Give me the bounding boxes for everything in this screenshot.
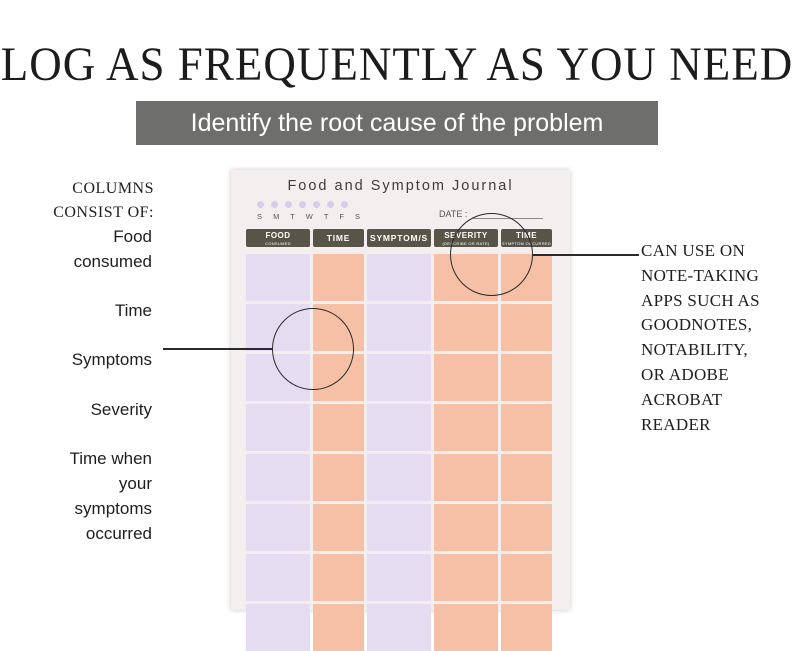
journal-title: Food and Symptom Journal bbox=[287, 178, 514, 194]
column-item-line: symptoms bbox=[74, 499, 152, 518]
grid-cell bbox=[501, 454, 552, 501]
headline: LOG AS FREQUENTLY AS YOU NEED bbox=[0, 37, 794, 91]
grid-cell bbox=[434, 404, 498, 451]
note-line: READER bbox=[641, 414, 711, 434]
grid-cell bbox=[313, 254, 364, 301]
header-sublabel: (DESCRIBE OR RATE) bbox=[442, 241, 490, 246]
weekday-letters: S M T W T F S bbox=[257, 212, 365, 221]
header-label: FOOD bbox=[265, 231, 291, 240]
header-food bbox=[246, 229, 310, 247]
column-item-line: consumed bbox=[73, 252, 152, 271]
grid-cell bbox=[313, 504, 364, 551]
grid-cell bbox=[367, 554, 431, 601]
header-label: TIME bbox=[515, 231, 538, 240]
day-dot bbox=[285, 201, 292, 208]
column-item-line: Food bbox=[113, 227, 152, 246]
header-label: TIME bbox=[326, 233, 351, 243]
subtitle-banner: Identify the root cause of the problem bbox=[136, 101, 658, 145]
grid-cell bbox=[434, 304, 498, 351]
note-line: NOTE-TAKING bbox=[641, 265, 760, 285]
grid-cell bbox=[501, 404, 552, 451]
column-item-line: your bbox=[118, 474, 152, 493]
grid-cell bbox=[367, 304, 431, 351]
grid-cell bbox=[367, 404, 431, 451]
header-sublabel: SYMPTOM OCCURRED bbox=[501, 241, 552, 246]
columns-caption-line: CONSIST OF: bbox=[53, 204, 154, 221]
grid-cell bbox=[434, 554, 498, 601]
grid-cell bbox=[501, 304, 552, 351]
day-dot bbox=[313, 201, 320, 208]
note-line: OR ADOBE bbox=[641, 364, 729, 384]
grid-cell bbox=[434, 354, 498, 401]
column-item-symptoms bbox=[20, 347, 152, 372]
date-label: DATE : bbox=[439, 209, 468, 219]
highlight-circle-left bbox=[272, 308, 354, 390]
column-item-line: Severity bbox=[90, 400, 152, 419]
column-item-line: Time when bbox=[69, 449, 152, 468]
grid-cell bbox=[367, 504, 431, 551]
note-line: GOODNOTES, bbox=[641, 315, 753, 335]
grid-cell bbox=[246, 504, 310, 551]
grid-cell bbox=[246, 604, 310, 651]
grid-cell bbox=[434, 454, 498, 501]
note-line: APPS SUCH AS bbox=[641, 290, 760, 310]
column-item-line: Time bbox=[114, 301, 152, 320]
note-line: NOTABILITY, bbox=[641, 340, 748, 360]
header-sublabel: CONSUMED bbox=[265, 241, 291, 246]
day-dot bbox=[341, 201, 348, 208]
day-dot bbox=[271, 201, 278, 208]
grid-cell bbox=[367, 254, 431, 301]
column-item-food bbox=[20, 224, 152, 274]
grid-cell bbox=[501, 554, 552, 601]
grid-cell bbox=[313, 454, 364, 501]
grid-cell bbox=[367, 604, 431, 651]
grid-cell bbox=[313, 604, 364, 651]
columns-caption-line: COLUMNS bbox=[72, 180, 154, 197]
day-dot bbox=[257, 201, 264, 208]
grid-cell bbox=[246, 254, 310, 301]
grid-cell bbox=[434, 604, 498, 651]
header-symptoms bbox=[367, 229, 431, 247]
grid-cell bbox=[246, 404, 310, 451]
grid-cell bbox=[501, 604, 552, 651]
column-item-time bbox=[20, 298, 152, 323]
grid-cell bbox=[246, 554, 310, 601]
grid-cell bbox=[367, 454, 431, 501]
grid-cell bbox=[434, 504, 498, 551]
column-item-time-occurred bbox=[20, 446, 152, 546]
grid-cell bbox=[367, 354, 431, 401]
grid-cell bbox=[246, 454, 310, 501]
day-dot bbox=[327, 201, 334, 208]
note-line: ACROBAT bbox=[641, 389, 723, 409]
column-item-line: Symptoms bbox=[71, 350, 152, 369]
header-label: SYMPTOM/S bbox=[369, 233, 429, 243]
grid-cell bbox=[313, 554, 364, 601]
columns-caption bbox=[30, 177, 154, 225]
pointer-line-left bbox=[163, 348, 272, 350]
column-item-line: occurred bbox=[85, 524, 152, 543]
column-item-severity bbox=[20, 397, 152, 422]
grid-cell bbox=[501, 504, 552, 551]
grid-cell bbox=[501, 354, 552, 401]
grid-cell bbox=[313, 404, 364, 451]
header-label: SEVERITY bbox=[444, 231, 488, 240]
header-time bbox=[313, 229, 364, 247]
pointer-line-right bbox=[533, 254, 639, 256]
highlight-circle-right bbox=[450, 213, 533, 296]
compatibility-note bbox=[641, 239, 791, 437]
day-dot bbox=[299, 201, 306, 208]
note-line: CAN USE ON bbox=[641, 241, 746, 260]
